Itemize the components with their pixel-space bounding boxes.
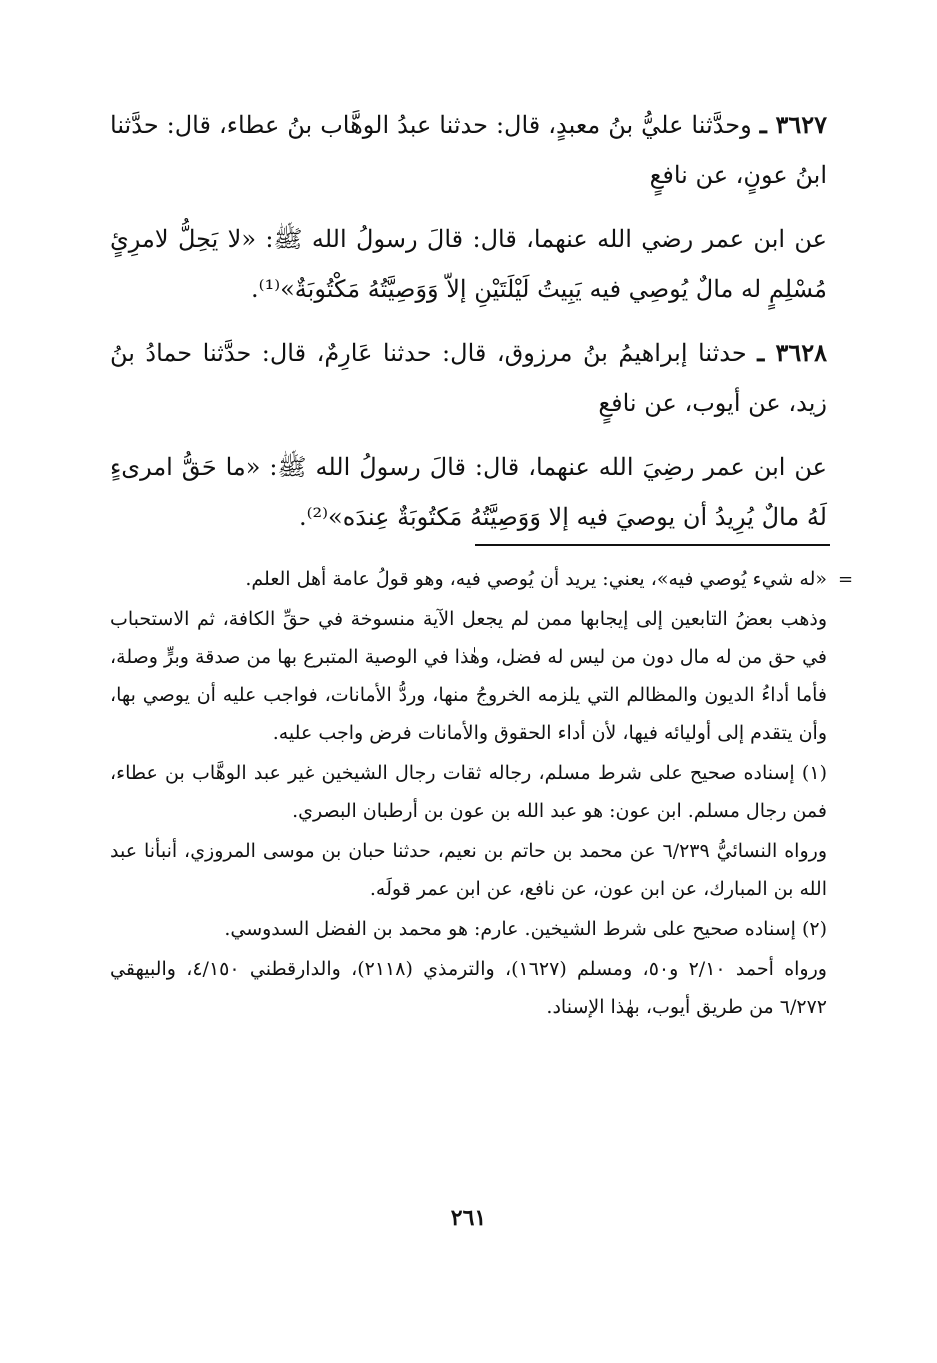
footnote-divider xyxy=(475,544,830,546)
footnote-2: (٢) إسناده صحيح على شرط الشيخين. عارم: هو محمد بن الفضل السدوسي. xyxy=(224,918,827,940)
footnote-paragraph: ورواه أحمد ٢/١٠ و٥٠، ومسلم (١٦٢٧)، والترمذي (٢١١٨)، والدارقطني ٤/١٥٠، والبيهقي ٦/٢٧٢ من طريق أيوب، بهٰذا الإسناد. xyxy=(110,958,827,1018)
hadith-3627-matn: عن ابن عمر رضي الله عنهما، قال: قالَ رسولُ الله ﷺ: «لا يَحِلُّ لامرِئٍ مُسْلِمٍ له مالٌ يُوصِي فيه يَبِيتُ لَيْلَتَيْنِ إلاّ وَوَصِيَّتُهُ مَكْتُوبَةٌ»⁽¹⁾. xyxy=(110,225,827,303)
page-number: ٢٦١ xyxy=(450,1205,487,1231)
isnad-text: وحدَّثنا عليُّ بنُ معبدٍ، قال: حدثنا عبدُ الوهَّاب بنُ عطاء، قال: حدَّثنا ابنُ عونٍ، عن نافعٍ xyxy=(110,111,827,189)
hadith-3627-isnad xyxy=(110,100,827,200)
hadith-number: ٣٦٢٨ ـ xyxy=(757,338,828,367)
hadith-3628-matn: عن ابن عمر رضِيَ الله عنهما، قال: قالَ رسولُ الله ﷺ: «ما حَقُّ امرىءٍ لَهُ مالٌ يُرِيدُ أن يوصيَ فيه إلا وَوَصِيَّتُهُ مَكتُوبَةٌ عِندَه»⁽²⁾. xyxy=(110,453,827,531)
isnad-text: حدثنا إبراهيمُ بنُ مرزوق، قال: حدثنا عَارِمٌ، قال: حدَّثنا حمادُ بنُ زيد، عن أيوب، عن نافعٍ xyxy=(110,339,827,417)
footnotes xyxy=(110,560,827,1028)
footnote-paragraph: «له شيء يُوصي فيه»، يعني: يريد أن يُوصي فيه، وهو قولُ عامة أهل العلم. xyxy=(245,568,827,590)
continuation-mark: = xyxy=(838,569,854,590)
footnote-paragraph: وذهب بعضُ التابعين إلى إيجابها ممن لم يجعل الآية منسوخة في حقِّ الكافة، ثم الاستحباب في حق من له مال دون من ليس له فضل، وهٰذا في الوصية المتبرع بها من صدقة وبرٍّ وصلة، فأما أداءُ الديون والمظالم التي يلزمه الخروجُ منها، وردُّ الأمانات، فواجب عليه أن يوصي بها، وأن يتقدم إلى أوليائه فيها، لأن أداء الحقوق والأمانات فرض واجب عليه. xyxy=(110,608,827,744)
hadith-3628-isnad xyxy=(110,328,827,428)
main-text xyxy=(110,100,827,556)
footnote-paragraph: ورواه النسائيُّ ٦/٢٣٩ عن محمد بن حاتم بن نعيم، حدثنا حبان بن موسى المروزي، أنبأنا عبد الله بن المبارك، عن ابن عون، عن نافع، عن ابن عمر قولَه. xyxy=(110,840,827,900)
footnote-1: (١) إسناده صحيح على شرط مسلم، رجاله ثقات رجال الشيخين غير عبد الوهَّاب بن عطاء، فمن رجال مسلم. ابن عون: هو عبد الله بن عون بن أرطبان البصري. xyxy=(110,762,827,822)
hadith-number: ٣٦٢٧ ـ xyxy=(759,110,827,139)
